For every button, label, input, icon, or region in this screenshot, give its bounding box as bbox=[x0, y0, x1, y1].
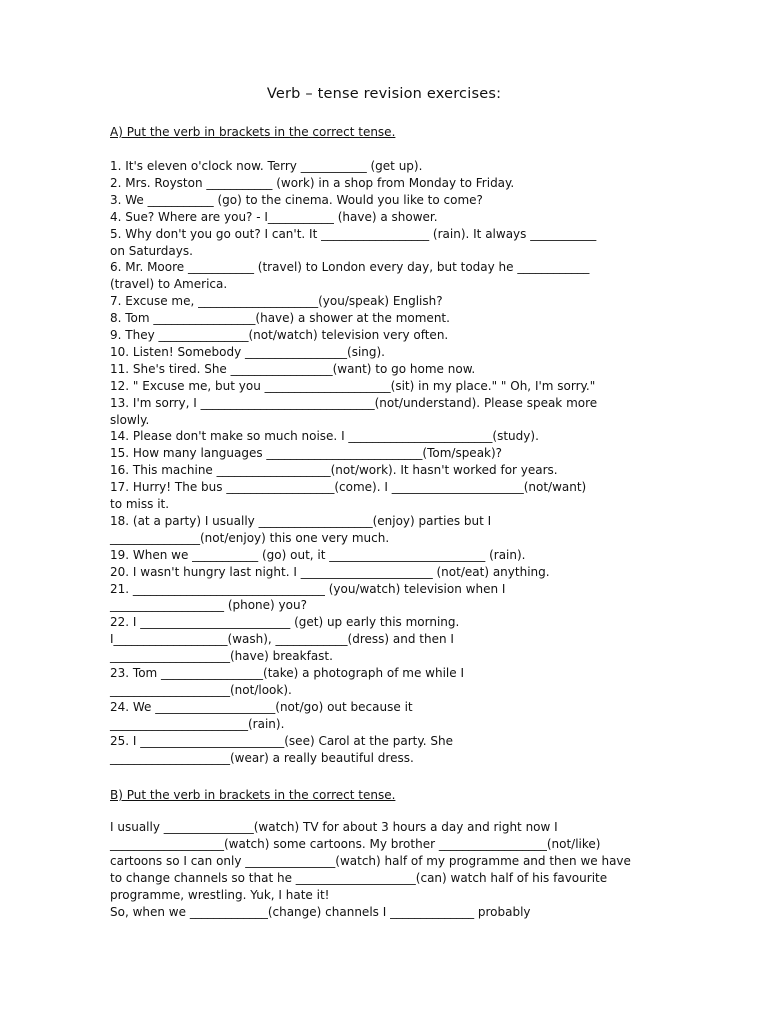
exercise-line: (travel) to America. bbox=[110, 277, 228, 292]
page-title: Verb – tense revision exercises: bbox=[266, 86, 502, 102]
exercise-line: ____________________(not/look). bbox=[110, 682, 292, 697]
exercise-line: 16. This machine ___________________(not/work). It hasn't worked for years. bbox=[110, 463, 558, 478]
passage-line: ___________________(watch) some cartoons. My brother __________________(not/like) bbox=[110, 836, 601, 851]
exercise-line: 13. I'm sorry, I _____________________________(not/understand). Please speak more bbox=[110, 395, 598, 410]
exercise-line: 14. Please don't make so much noise. I ________________________(study). bbox=[110, 429, 539, 444]
exercise-line: 9. They _______________(not/watch) television very often. bbox=[110, 328, 449, 342]
exercise-line: ___________________ (phone) you? bbox=[110, 598, 307, 613]
exercise-line: 23. Tom _________________(take) a photograph of me while I bbox=[110, 666, 464, 680]
exercise-line: I___________________(wash), ____________(dress) and then I bbox=[110, 632, 454, 647]
exercise-line: 12. " Excuse me, but you _____________________(sit) in my place." " Oh, I'm sorry." bbox=[110, 378, 596, 393]
exercise-line: 5. Why don't you go out? I can't. It __________________ (rain). It always ___________ bbox=[110, 226, 597, 241]
exercise-line: 11. She's tired. She _________________(want) to go home now. bbox=[110, 361, 476, 376]
exercise-line: to miss it. bbox=[110, 497, 170, 511]
exercise-line: ____________________(have) breakfast. bbox=[110, 649, 333, 664]
exercise-line: 24. We ____________________(not/go) out because it bbox=[110, 699, 413, 714]
exercise-line: 17. Hurry! The bus __________________(come). I ______________________(not/want) bbox=[110, 480, 587, 495]
exercise-line: 8. Tom _________________(have) a shower at the moment. bbox=[110, 311, 450, 326]
exercise-line: 7. Excuse me, ____________________(you/speak) English? bbox=[110, 294, 443, 309]
passage-line: to change channels so that he ____________________(can) watch half of his favourite bbox=[110, 870, 608, 885]
exercise-line: _______________________(rain). bbox=[110, 716, 285, 731]
exercise-line: 19. When we ___________ (go) out, it __________________________ (rain). bbox=[110, 547, 526, 562]
exercise-line: slowly. bbox=[110, 412, 150, 427]
exercise-line: 3. We ___________ (go) to the cinema. Would you like to come? bbox=[110, 192, 483, 207]
exercise-line: 6. Mr. Moore ___________ (travel) to London every day, but today he ____________ bbox=[110, 260, 590, 275]
section-b-heading: B) Put the verb in brackets in the correct tense. bbox=[110, 788, 396, 802]
exercise-line: _______________(not/enjoy) this one very much. bbox=[110, 530, 390, 545]
exercise-line: 22. I _________________________ (get) up early this morning. bbox=[110, 615, 460, 630]
exercise-line: 18. (at a party) I usually ___________________(enjoy) parties but I bbox=[110, 513, 492, 528]
exercise-line: 21. ________________________________ (you/watch) television when I bbox=[110, 581, 506, 596]
exercise-line: 2. Mrs. Royston ___________ (work) in a shop from Monday to Friday. bbox=[110, 175, 515, 190]
exercise-line: 25. I ________________________(see) Carol at the party. She bbox=[110, 733, 453, 748]
exercise-line: on Saturdays. bbox=[110, 243, 193, 258]
passage-line: programme, wrestling. Yuk, I hate it! bbox=[110, 887, 330, 902]
passage-line: So, when we _____________(change) channels I ______________ probably bbox=[110, 904, 531, 919]
exercise-line: 15. How many languages __________________________(Tom/speak)? bbox=[110, 446, 503, 461]
exercise-line: ____________________(wear) a really beautiful dress. bbox=[110, 750, 414, 765]
exercise-line: 4. Sue? Where are you? - I___________ (have) a shower. bbox=[110, 209, 438, 224]
passage-line: cartoons so I can only _______________(watch) half of my programme and then we have bbox=[110, 853, 631, 868]
exercise-line: 20. I wasn't hungry last night. I ______________________ (not/eat) anything. bbox=[110, 564, 550, 579]
section-a-heading: A) Put the verb in brackets in the correct tense. bbox=[110, 125, 396, 139]
exercise-line: 1. It's eleven o'clock now. Terry ___________ (get up). bbox=[110, 159, 423, 173]
passage-line: I usually _______________(watch) TV for about 3 hours a day and right now I bbox=[110, 820, 558, 834]
exercise-line: 10. Listen! Somebody _________________(sing). bbox=[110, 344, 385, 359]
